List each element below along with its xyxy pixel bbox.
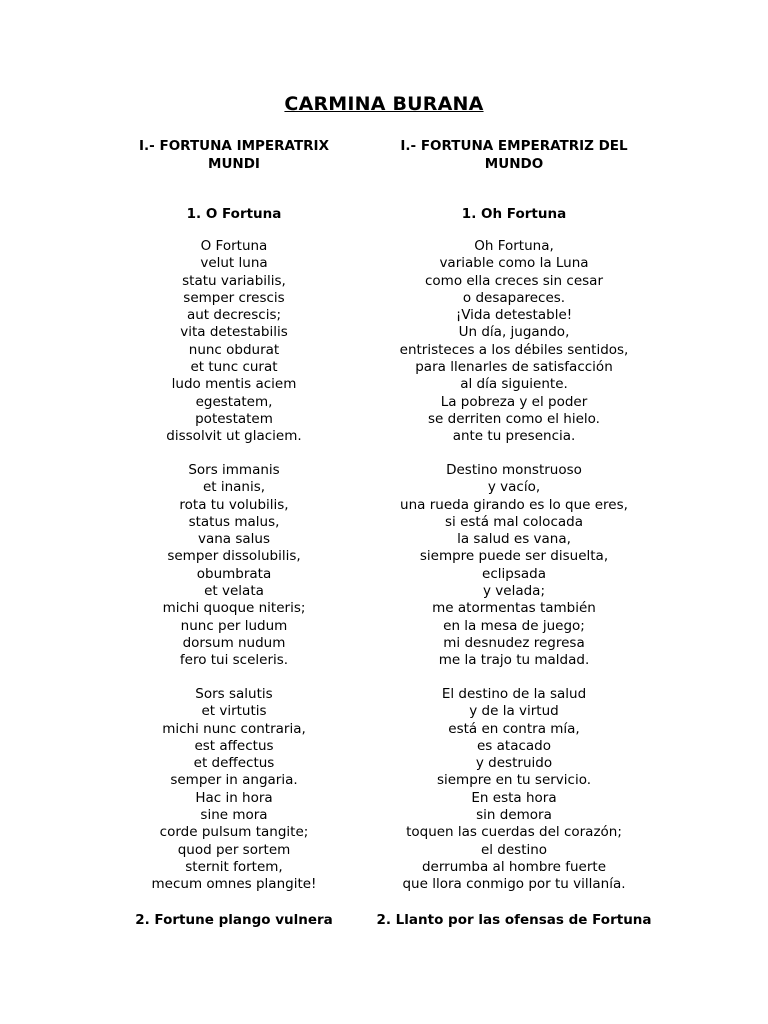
verse-line: et deffectus [193, 755, 275, 772]
latin-section-title [104, 137, 364, 173]
verse-line: al día siguiente. [460, 376, 568, 393]
verse-line: o desapareces. [462, 289, 566, 306]
verse-line: El destino de la salud [441, 686, 587, 702]
verse-line: para llenarles de satisfacción [415, 359, 613, 376]
verse-line: Sors immanis [188, 462, 280, 478]
verse-line: como ella creces sin cesar [424, 272, 603, 289]
verse-line: semper dissolubilis, [167, 548, 301, 565]
verse-line: siempre en tu servicio. [436, 772, 592, 789]
verse-line: nunc per ludum [180, 617, 288, 634]
verse-line: Hac in hora [195, 789, 273, 806]
latin-song-title: 1. O Fortuna [186, 206, 282, 222]
verse-line: nunc obdurat [188, 341, 280, 358]
verse-line: entristeces a los débiles sentidos, [399, 341, 629, 358]
verse-line: et tunc curat [190, 359, 278, 376]
verse-line: siempre puede ser disuelta, [419, 548, 609, 565]
spanish-stanza-2 [374, 462, 654, 670]
verse-line: statu variabilis, [182, 272, 286, 289]
page-title: CARMINA BURANA [284, 93, 484, 115]
verse-line: rota tu volubilis, [179, 496, 289, 513]
verse-line: Sors salutis [195, 686, 273, 702]
spanish-section-title-line: I.- FORTUNA EMPERATRIZ DEL [400, 138, 628, 154]
spanish-stanza-1 [374, 238, 654, 446]
verse-line: sin demora [476, 807, 552, 824]
verse-line: sternit fortem, [185, 858, 283, 875]
latin-section-title-line: MUNDI [208, 156, 260, 172]
verse-line: et virtutis [201, 703, 267, 720]
spanish-section-title-line: MUNDO [484, 156, 544, 172]
verse-line: me atormentas también [432, 600, 596, 617]
verse-line: está en contra mía, [448, 720, 580, 737]
spanish-next-song-title: 2. Llanto por las ofensas de Fortuna [376, 912, 652, 928]
verse-line: dissolvit ut glaciem. [166, 428, 302, 445]
verse-line: O Fortuna [200, 238, 268, 254]
verse-line: semper crescis [183, 289, 285, 306]
verse-line: En esta hora [471, 789, 557, 806]
verse-line: aut decrescis; [186, 307, 282, 324]
verse-line: se derriten como el hielo. [428, 410, 600, 427]
verse-line: Un día, jugando, [458, 324, 570, 341]
verse-line: derrumba al hombre fuerte [421, 858, 607, 875]
verse-line: ¡Vida detestable! [455, 307, 573, 324]
verse-line: toquen las cuerdas del corazón; [406, 824, 622, 841]
verse-line: mecum omnes plangite! [151, 876, 317, 893]
verse-line: semper in angaria. [170, 772, 298, 789]
verse-line: es atacado [477, 737, 551, 754]
verse-line: y de la virtud [469, 703, 559, 720]
verse-line: en la mesa de juego; [443, 617, 585, 634]
verse-line: sine mora [200, 807, 268, 824]
verse-line: et velata [204, 583, 264, 600]
verse-line: y destruido [475, 755, 553, 772]
verse-line: que llora conmigo por tu villanía. [402, 876, 626, 893]
verse-line: et inanis, [202, 479, 266, 496]
latin-stanza-2 [104, 462, 364, 670]
verse-line: obumbrata [196, 565, 272, 582]
verse-line: mi desnudez regresa [443, 634, 585, 651]
verse-line: variable como la Luna [439, 255, 589, 272]
verse-line: el destino [480, 841, 548, 858]
verse-line: status malus, [188, 513, 280, 530]
verse-line: quod per sortem [177, 841, 291, 858]
verse-line: egestatem, [195, 393, 273, 410]
verse-line: dorsum nudum [182, 634, 286, 651]
latin-stanza-3 [104, 686, 364, 894]
verse-line: me la trajo tu maldad. [438, 652, 590, 669]
verse-line: eclipsada [482, 565, 546, 582]
verse-line: Oh Fortuna, [474, 238, 554, 254]
latin-stanza-1 [104, 238, 364, 446]
verse-line: potestatem [195, 410, 273, 427]
latin-section-title-line: I.- FORTUNA IMPERATRIX [139, 138, 329, 154]
verse-line: fero tui sceleris. [179, 652, 289, 669]
verse-line: ante tu presencia. [452, 428, 576, 445]
verse-line: si está mal colocada [445, 513, 583, 530]
spanish-song-title: 1. Oh Fortuna [461, 206, 567, 222]
verse-line: michi quoque niteris; [162, 600, 306, 617]
spanish-stanza-3 [374, 686, 654, 894]
verse-line: Destino monstruoso [446, 462, 582, 478]
spanish-section-title [374, 137, 654, 173]
verse-line: vita detestabilis [180, 324, 288, 341]
verse-line: velut luna [200, 255, 268, 272]
verse-line: una rueda girando es lo que eres, [400, 496, 628, 513]
verse-line: michi nunc contraria, [162, 720, 306, 737]
verse-line: la salud es vana, [457, 531, 571, 548]
verse-line: vana salus [197, 531, 271, 548]
verse-line: y velada; [483, 583, 545, 600]
verse-line: La pobreza y el poder [440, 393, 588, 410]
latin-next-song-title: 2. Fortune plango vulnera [135, 912, 333, 928]
verse-line: est affectus [194, 737, 274, 754]
verse-line: ludo mentis aciem [171, 376, 297, 393]
verse-line: y vacío, [487, 479, 541, 496]
verse-line: corde pulsum tangite; [159, 824, 309, 841]
